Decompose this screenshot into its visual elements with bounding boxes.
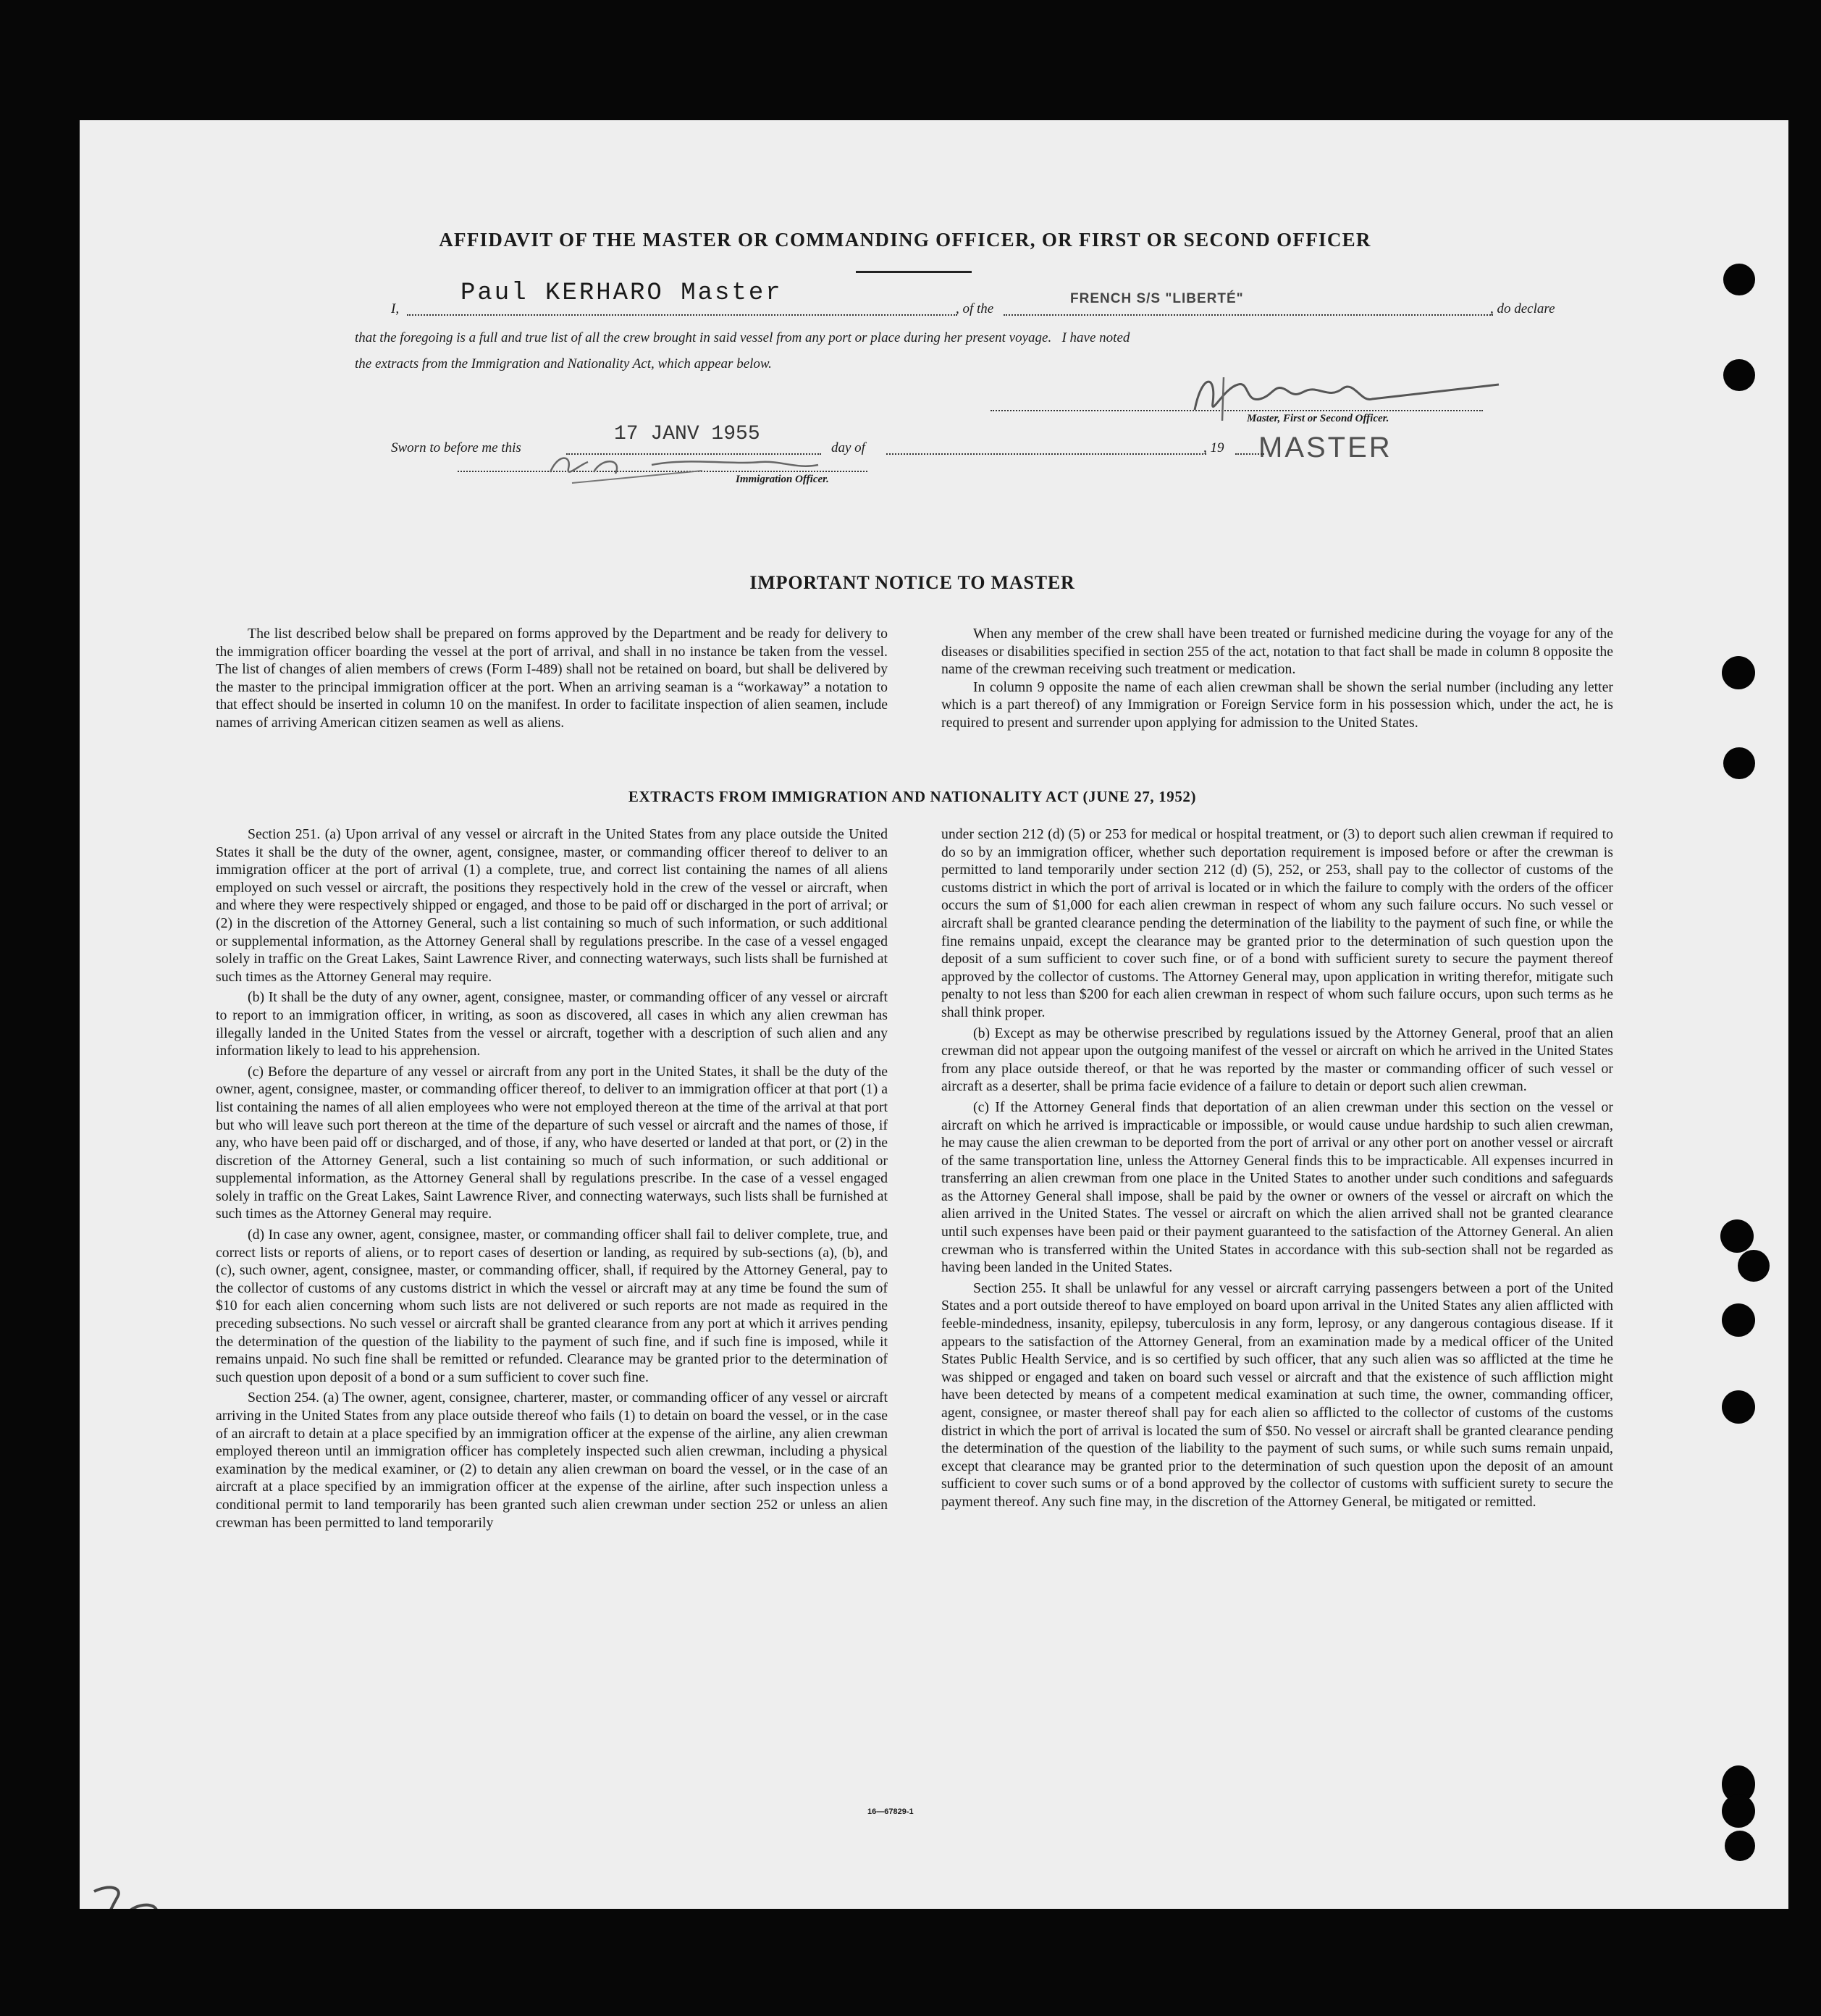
day-of-label: day of bbox=[831, 440, 865, 455]
officer-caption: Immigration Officer. bbox=[736, 474, 829, 485]
extract-paragraph: Section 254. (a) The owner, agent, consignee, charterer, master, or commanding officer of any vessel or aircraft arriving in the United States from any place outside thereof who fails (1) to detain on board the vessel, or in the case of an aircraft to detain at a place specified by an immigration officer at the expense of the airline, any alien crewman employed thereon until an immigration officer has completely inspected such alien crewman, including a physical examination by the medical examiner, or (2) to detain any alien crewman on board the vessel, or in the case of an aircraft at a place specified by an immigration officer at the expense of the airline, after such inspection unless a conditional permit to land temporarily has been granted such alien crewman under section 252 or unless an alien crewman has been permitted to land temporarily bbox=[216, 1390, 888, 1531]
label-of-the: , of the bbox=[956, 301, 994, 316]
master-stamp: MASTER bbox=[1258, 432, 1392, 463]
affidavit-title: AFFIDAVIT OF THE MASTER OR COMMANDING OFFICER, OR FIRST OR SECOND OFFICER bbox=[439, 229, 1371, 251]
binder-hole bbox=[1722, 1303, 1755, 1337]
binder-hole bbox=[1722, 1794, 1755, 1828]
extract-paragraph: under section 212 (d) (5) or 253 for medical or hospital treatment, or (3) to deport such alien crewman if required to do so by an immigration officer, whether such deportation requirement is imposed before or after the crewman is permitted to land temporarily under section 212 (d) (5), 252, or 253, shall pay to the collector of customs of the customs district in which the port of arrival is located or in which the failure to comply with the orders of the officer occurs the sum of $1,000 for each alien crewman in respect of whom any such failure occurs. No such vessel or aircraft shall be granted clearance pending the determination of the liability to the payment of such fine, or while the fine remains unpaid, except the clearance may be granted prior to the determination of such question upon the deposit of a sum sufficient to cover such fine, or of a bond with sufficient surety to secure the payment thereof approved by the collector of customs. The Attorney General may, upon application in writing therefor, mitigate such penalty to not less than $200 for each alien crewman in respect of whom such failure occurs, upon such terms as he shall think proper. bbox=[941, 826, 1613, 1020]
binder-hole bbox=[1722, 656, 1755, 689]
binder-hole bbox=[1725, 1831, 1755, 1861]
form-number: 16—67829-1 bbox=[867, 1807, 914, 1816]
handwritten-page-number bbox=[80, 1881, 188, 1909]
notice-right-column bbox=[941, 625, 1613, 732]
sworn-label: Sworn to before me this bbox=[391, 440, 521, 455]
extracts-heading: EXTRACTS FROM IMMIGRATION AND NATIONALITY ACT (JUNE 27, 1952) bbox=[628, 788, 1197, 805]
title-underline bbox=[856, 271, 972, 273]
notice-right-paragraph: When any member of the crew shall have been treated or furnished medicine during the voyage for any of the diseases or disabilities specified in section 255 of the act, notation to that fact shall be made in column 8 opposite the name of the crewman receiving such treatment or medication. bbox=[941, 626, 1613, 678]
extract-paragraph: Section 251. (a) Upon arrival of any vessel or aircraft in the United States from any place outside the United States it shall be the duty of the owner, agent, consignee, master, or commanding officer thereof to deliver to an immigration officer at the port of arrival (1) a complete, true, and correct list containing the names of all aliens employed on such vessel or aircraft, the positions they respectively hold in the crew of the vessel or aircraft, when and where they were respectively shipped or engaged, and those to be paid off or discharged in the port of arrival; or (2) in the discretion of the Attorney General, such a list containing so much of such information, or such additional or supplemental information, as the Attorney General shall by regulations prescribe. In the case of a vessel engaged solely in traffic on the Great Lakes, Saint Lawrence River, and connecting waterways, such lists shall be furnished at such times as the Attorney General may require. bbox=[216, 826, 888, 985]
document-sheet bbox=[80, 120, 1788, 1909]
binder-hole bbox=[1723, 747, 1755, 779]
binder-hole bbox=[1738, 1250, 1770, 1282]
extract-paragraph: (b) It shall be the duty of any owner, agent, consignee, master, or commanding officer of any vessel or aircraft to report to an immigration officer, in writing, as soon as discovered, all cases in which any alien crewman has illegally landed in the United States from the vessel or aircraft, together with a description of such alien and any information likely to lead to his apprehension. bbox=[216, 989, 888, 1059]
binder-hole bbox=[1720, 1219, 1754, 1253]
year-field bbox=[1235, 430, 1264, 455]
notice-left-paragraph: The list described below shall be prepared on forms approved by the Department and be ready for delivery to the immigration officer boarding the vessel at the port of arrival, and shall in no instance be taken from the vessel. The list of changes of alien members of crews (Form I-489) shall not be retained on board, but shall be delivered by the master to the principal immigration officer at the port. When an arriving seaman is a “workaway” a notation to that effect should be inserted in column 10 on the manifest. In order to facilitate inspection of alien seamen, include names of arriving American citizen seamen as well as aliens. bbox=[216, 626, 888, 731]
extracts-left-column bbox=[216, 826, 888, 1534]
extracts-right-column bbox=[941, 826, 1613, 1514]
binder-hole bbox=[1723, 264, 1755, 295]
extract-paragraph: (c) Before the departure of any vessel or aircraft from any port in the United States, it shall be the duty of the owner, agent, consignee, master, or commanding officer thereof, to deliver to an immigration officer at that port (1) a list containing the names of all alien employees who were not employed thereon at the time of the arrival at that port but who will leave such port thereon at the time of the departure of such vessel or aircraft and the names of those, if any, who have been paid off or discharged, and of those, if any, who have deserted or landed at that port, or (2) in the discretion of the Attorney General, such a list containing so much of such information, or such additional or supplemental information, as the Attorney General shall by regulations prescribe. In the case of a vessel engaged solely in traffic on the Great Lakes, Saint Lawrence River, and connecting waterways, such lists shall be furnished at such times as the Attorney General may require. bbox=[216, 1063, 888, 1222]
vessel-value: FRENCH S/S "LIBERTÉ" bbox=[1070, 291, 1244, 306]
binder-hole bbox=[1722, 1390, 1755, 1424]
master-signature-caption: Master, First or Second Officer. bbox=[1247, 413, 1389, 424]
notice-right-paragraph: In column 9 opposite the name of each alien crewman shall be shown the serial number (including any letter which is a part thereof) of any Immigration or Foreign Service form in his possession which, under the act, he is required to present and surrender upon applying for admission to the United States. bbox=[941, 679, 1613, 731]
binder-hole bbox=[1723, 359, 1755, 391]
notice-heading: IMPORTANT NOTICE TO MASTER bbox=[749, 572, 1075, 593]
label-do-declare: , do declare bbox=[1490, 301, 1555, 316]
extract-paragraph: (b) Except as may be otherwise prescribed by regulations issued by the Attorney General, proof that an alien crewman did not appear upon the outgoing manifest of the vessel or aircraft on which he arrived in the United States from any place outside thereof, or that he was reported by the master or commanding officer of such vessel or aircraft as a deserter, shall be prima facie evidence of a failure to detain or deport such alien crewman. bbox=[941, 1025, 1613, 1095]
name-value: Paul KERHARO Master bbox=[460, 280, 783, 307]
declaration-line-2: the extracts from the Immigration and Nationality Act, which appear below. bbox=[355, 356, 772, 371]
extract-paragraph: Section 255. It shall be unlawful for any vessel or aircraft carrying passengers between a port of the United States and a port outside thereof to have employed on board upon arrival in the United States any alien afflicted with feeble-mindedness, insanity, epilepsy, tuberculosis in any form, leprosy, or any dangerous contagious disease. If it appears to the satisfaction of the Attorney General, from an examination made by a medical officer of the United States Public Health Service, and is so certified by such officer, that any such alien was so afflicted at the time he was shipped or engaged and taken on board such vessel or aircraft and that the existence of such affliction might have been detected by means of a competent medical examination at such time, the owner, commanding officer, agent, consignee, or master thereof shall pay for each alien so afflicted to the collector of customs of the customs district in which the port of arrival is located the sum of $50. No vessel or aircraft shall be granted clearance pending the determination of the question of the liability to the payment of such sums, or while such sums remain unpaid, except that clearance may be granted prior to the determination of such question upon the deposit of an amount sufficient to cover such sums or of a bond approved by the collector of customs with sufficient surety to secure the payment thereof. Any such fine may, in the discretion of the Attorney General, be mitigated or remitted. bbox=[941, 1280, 1613, 1510]
notice-left-column bbox=[216, 625, 888, 732]
label-i: I, bbox=[391, 301, 400, 316]
month-field bbox=[886, 430, 1206, 455]
sworn-date-value: 17 JANV 1955 bbox=[614, 423, 760, 445]
extract-paragraph: (c) If the Attorney General finds that deportation of an alien crewman under this section on the vessel or aircraft on which he arrived is impracticable or impossible, or would cause undue hardship to such alien crewman, he may cause the alien crewman to be deported from the port of arrival or any other port on another vessel or aircraft of the same transportation line, unless the Attorney General finds this to be impracticable. All expenses incurred in transferring an alien crewman from one place in the United States to another under such conditions and safeguards as the Attorney General shall impose, shall be paid by the owner or owners of the vessel or aircraft on which the alien arrived in the United States. The vessel or aircraft on which the alien arrived shall not be granted clearance until such expenses have been paid or their payment guaranteed to the satisfaction of the Attorney General. An alien crewman who is transferred within the United States in accordance with this sub-section shall not be regarded as having been landed in the United States. bbox=[941, 1099, 1613, 1276]
year-prefix: , 19 bbox=[1203, 440, 1224, 455]
declaration-line-1: that the foregoing is a full and true list of all the crew brought in said vessel from any port or place during her present voyage. I have noted bbox=[355, 330, 1130, 345]
extract-paragraph: (d) In case any owner, agent, consignee, master, or commanding officer shall fail to deliver complete, true, and correct lists or reports of aliens, or to report cases of desertion or landing, as required by sub-sections (a), (b), and (c), such owner, agent, consignee, master, or commanding officer, shall, if required by the Attorney General, pay to the collector of customs of any customs district in which the vessel or aircraft may at any time be found the sum of $10 for each alien concerning whom such lists are not delivered or such reports are not made as required in the preceding subsections. No such vessel or aircraft shall be granted clearance from any port at which it arrives pending the determination of the question of the liability to the payment of such fine, and if such fine is imposed, while it remains unpaid. No such fine shall be remitted or refunded. Clearance may be granted prior to the determination of such question upon deposit of a bond or a sum sufficient to cover such fine. bbox=[216, 1227, 888, 1385]
